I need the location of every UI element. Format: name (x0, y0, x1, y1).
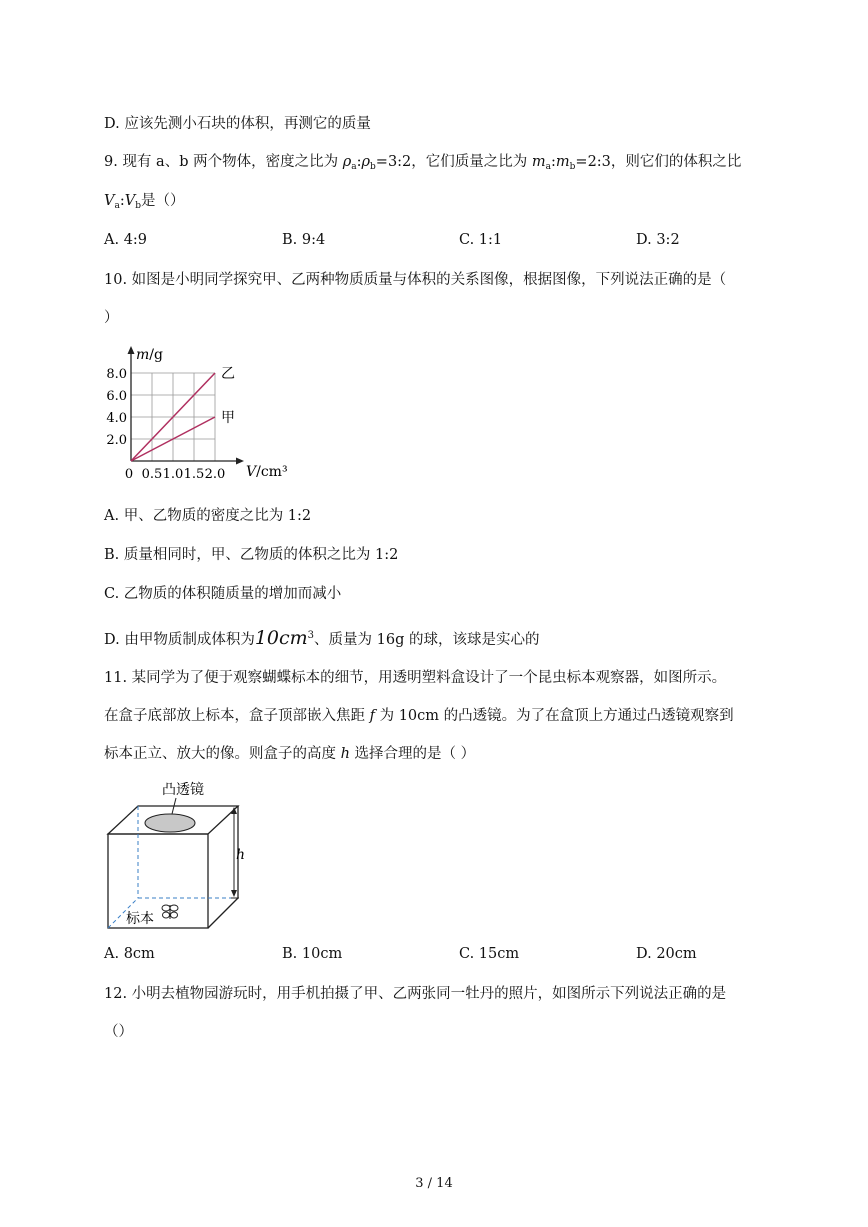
q11-stem-line2: 在盒子底部放上标本，盒子顶部嵌入焦距 f 为 10cm 的凸透镜。为了在盒顶上方通过凸透镜观察到 (104, 708, 734, 724)
lens-label: 凸透镜 (162, 782, 204, 798)
specimen-label: 标本 (126, 911, 154, 927)
q10-option-d: D. 由甲物质制成体积为$10cm^3$、质量为 16g 的球，该球是实心的 (104, 626, 540, 649)
q9-option-a: A. 4:9 (104, 232, 148, 248)
x-tick-label: 0 (124, 467, 134, 482)
q12-stem-line2: （） (104, 1024, 133, 1040)
x-tick-label: 0.5 (141, 467, 163, 482)
q9-option-d: D. 3:2 (636, 232, 680, 248)
y-axis-label: m/g (136, 347, 163, 363)
x-tick-label: 1.0 (162, 467, 184, 482)
y-tick-label: 6.0 (106, 389, 127, 404)
specimen-box-figure (100, 774, 260, 934)
q9-stem-line2: $V_a:V_b$是（） (104, 193, 185, 211)
box-front-face (108, 834, 208, 928)
chart-series (131, 366, 235, 461)
q11-option-c: C. 15cm (459, 946, 520, 962)
q10-stem-line2: ） (104, 310, 119, 326)
q9-stem-line1: 9. 现有 a、b 两个物体，密度之比为 $\rho_a:\rho_b=3:2$，它们质量之比为 $m_a:m_b=2:3$，则它们的体积之比 (104, 154, 742, 172)
series-label-yi: 乙 (221, 366, 235, 382)
butterfly-icon (162, 905, 178, 919)
q11-option-a: A. 8cm (104, 946, 155, 962)
q10-stem-line1: 10. 如图是小明同学探究甲、乙两种物质质量与体积的关系图像，根据图像，下列说法正确的是（ (104, 272, 727, 288)
q10-option-a: A. 甲、乙物质的密度之比为 1:2 (104, 508, 312, 524)
mass-volume-chart (100, 340, 300, 500)
q11-stem-line1: 11. 某同学为了便于观察蝴蝶标本的细节，用透明塑料盒设计了一个昆虫标本观察器，如图所示。 (104, 670, 727, 686)
q11-stem-line3: 标本正立、放大的像。则盒子的高度 h 选择合理的是（ ） (104, 746, 476, 762)
q10-option-c: C. 乙物质的体积随质量的增加而减小 (104, 586, 342, 602)
y-tick-label: 2.0 (106, 433, 127, 448)
x-tick-label: 2.0 (204, 467, 226, 482)
convex-lens (145, 814, 195, 832)
x-axis-label: V/cm³ (246, 464, 288, 480)
x-tick-label: 1.5 (183, 467, 205, 482)
y-tick-label: 4.0 (106, 411, 127, 426)
x-axis-arrow (236, 458, 244, 465)
q9-option-c: C. 1:1 (459, 232, 503, 248)
page-number: 3 / 14 (415, 1176, 453, 1191)
q11-option-d: D. 20cm (636, 946, 697, 962)
q9-option-b: B. 9:4 (282, 232, 326, 248)
q8-option-d: D. 应该先测小石块的体积，再测它的质量 (104, 116, 371, 132)
q10-option-b: B. 质量相同时，甲、乙物质的体积之比为 1:2 (104, 547, 399, 563)
y-tick-label: 8.0 (106, 367, 127, 382)
q11-option-b: B. 10cm (282, 946, 343, 962)
y-axis-arrow (128, 346, 135, 354)
q12-stem-line1: 12. 小明去植物园游玩时，用手机拍摄了甲、乙两张同一牡丹的照片，如图所示下列说法正确的是 (104, 986, 727, 1002)
height-label: h (236, 847, 246, 863)
series-label-jia: 甲 (221, 410, 235, 426)
